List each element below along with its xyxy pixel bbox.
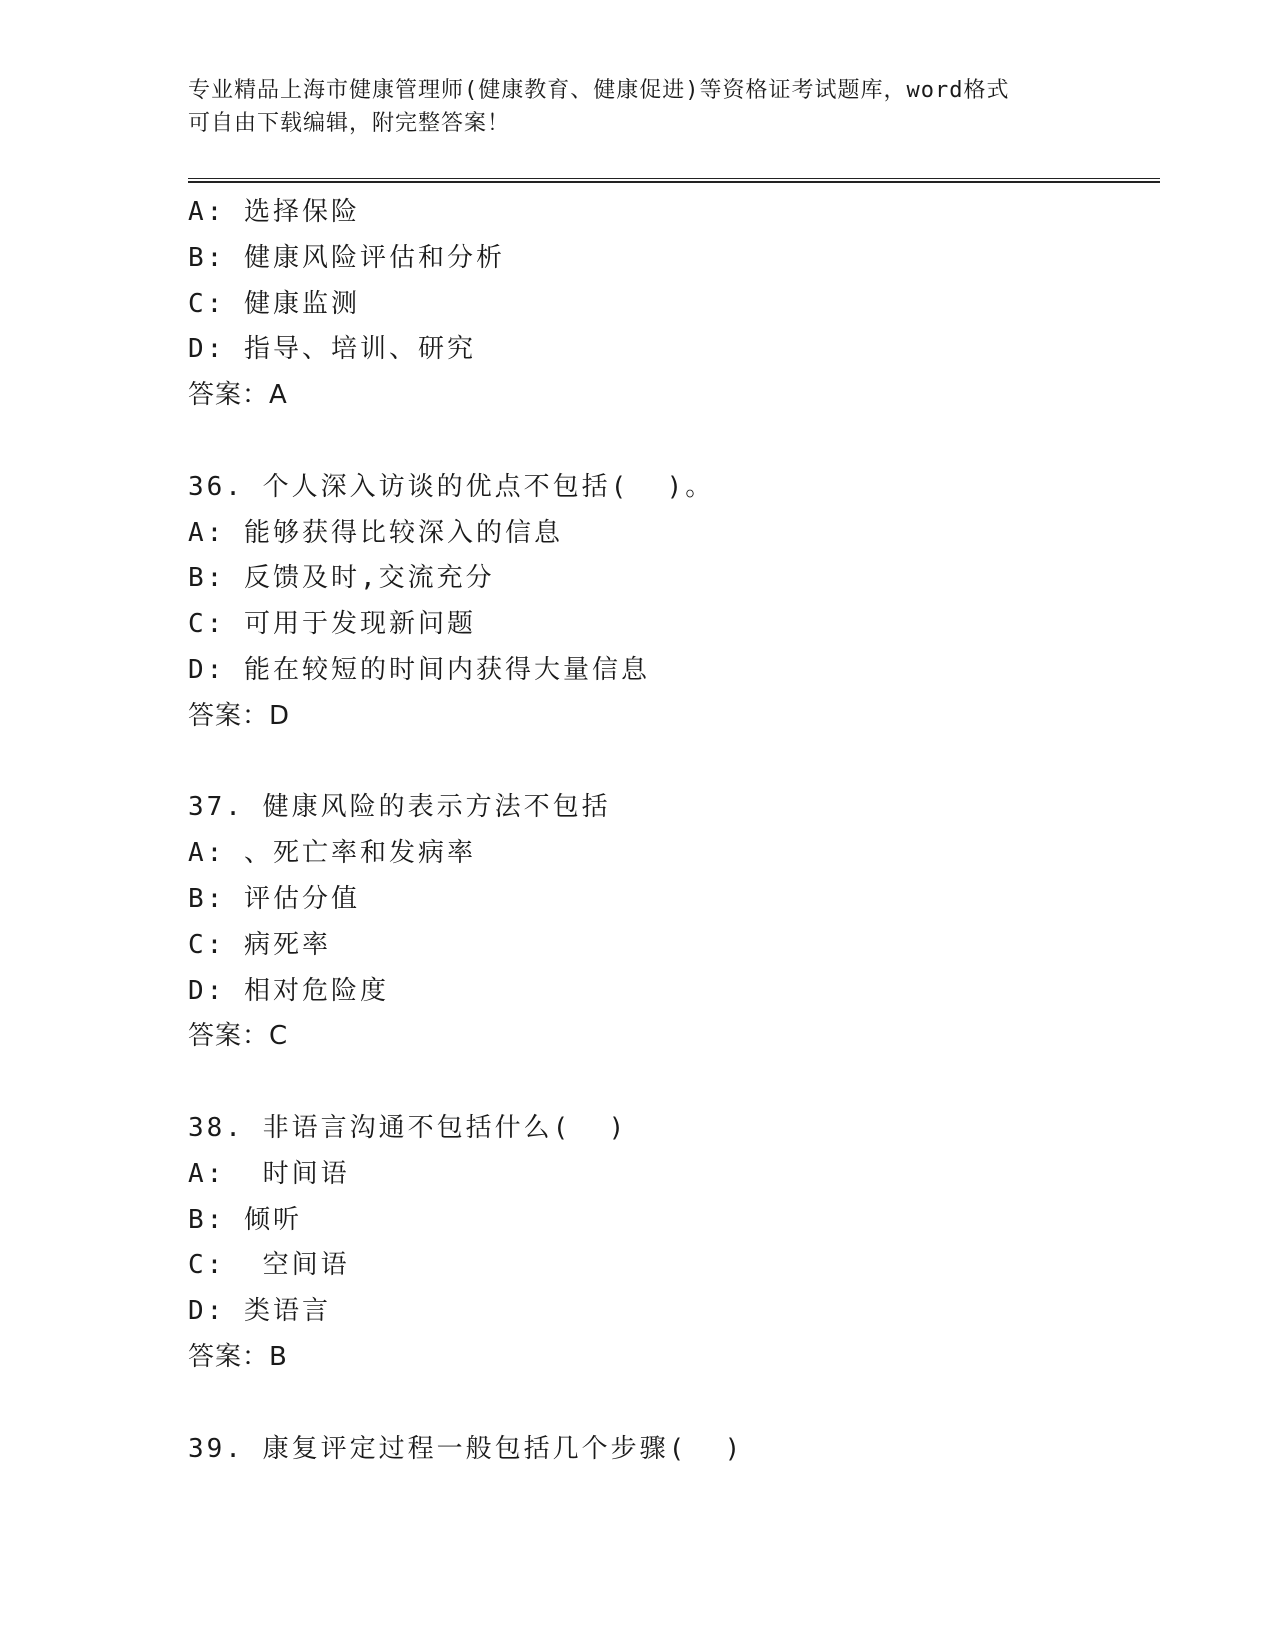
question-stem: 36. 个人深入访谈的优点不包括( )。	[188, 471, 715, 502]
option-d: D: 类语言	[188, 1296, 331, 1327]
option-d: D: 相对危险度	[188, 975, 389, 1006]
answer-line: 答案：C	[188, 1021, 289, 1052]
spacer	[188, 740, 1158, 786]
spacer	[188, 1060, 1158, 1106]
answer-line: 答案：A	[188, 380, 288, 411]
question-37	[188, 785, 1158, 1060]
option-d: D: 能在较短的时间内获得大量信息	[188, 654, 650, 685]
question-36	[188, 465, 1158, 740]
option-a: A: 、死亡率和发病率	[188, 838, 476, 869]
spacer	[188, 419, 1158, 465]
option-a: A: 能够获得比较深入的信息	[188, 517, 563, 548]
option-c: C: 可用于发现新问题	[188, 609, 476, 640]
question-stem: 39. 康复评定过程一般包括几个步骤( )	[188, 1433, 744, 1464]
answer-line: 答案：D	[188, 700, 291, 731]
option-b: B: 评估分值	[188, 883, 360, 914]
answer-line: 答案：B	[188, 1341, 288, 1372]
option-c: C: 健康监测	[188, 288, 360, 319]
header-line-2: 可自由下载编辑，附完整答案！	[188, 111, 511, 136]
option-a: A: 时间语	[188, 1158, 350, 1189]
question-stem: 37. 健康风险的表示方法不包括	[188, 792, 611, 823]
option-b: B: 倾听	[188, 1204, 302, 1235]
question-stem: 38. 非语言沟通不包括什么( )	[188, 1112, 628, 1143]
question-35-carryover	[188, 190, 1158, 419]
header-line-1: 专业精品上海市健康管理师(健康教育、健康促进)等资格证考试题库，word格式	[188, 78, 1010, 103]
option-c: C: 空间语	[188, 1250, 350, 1281]
option-c: C: 病死率	[188, 929, 331, 960]
spacer	[188, 1381, 1158, 1427]
header-divider	[188, 178, 1160, 183]
question-list	[188, 190, 1158, 1472]
option-b: B: 反馈及时,交流充分	[188, 563, 495, 594]
option-b: B: 健康风险评估和分析	[188, 242, 505, 273]
question-39	[188, 1427, 1158, 1473]
question-38	[188, 1106, 1158, 1381]
page-header	[188, 74, 1088, 140]
option-a: A: 选择保险	[188, 197, 360, 227]
option-d: D: 指导、培训、研究	[188, 334, 476, 365]
